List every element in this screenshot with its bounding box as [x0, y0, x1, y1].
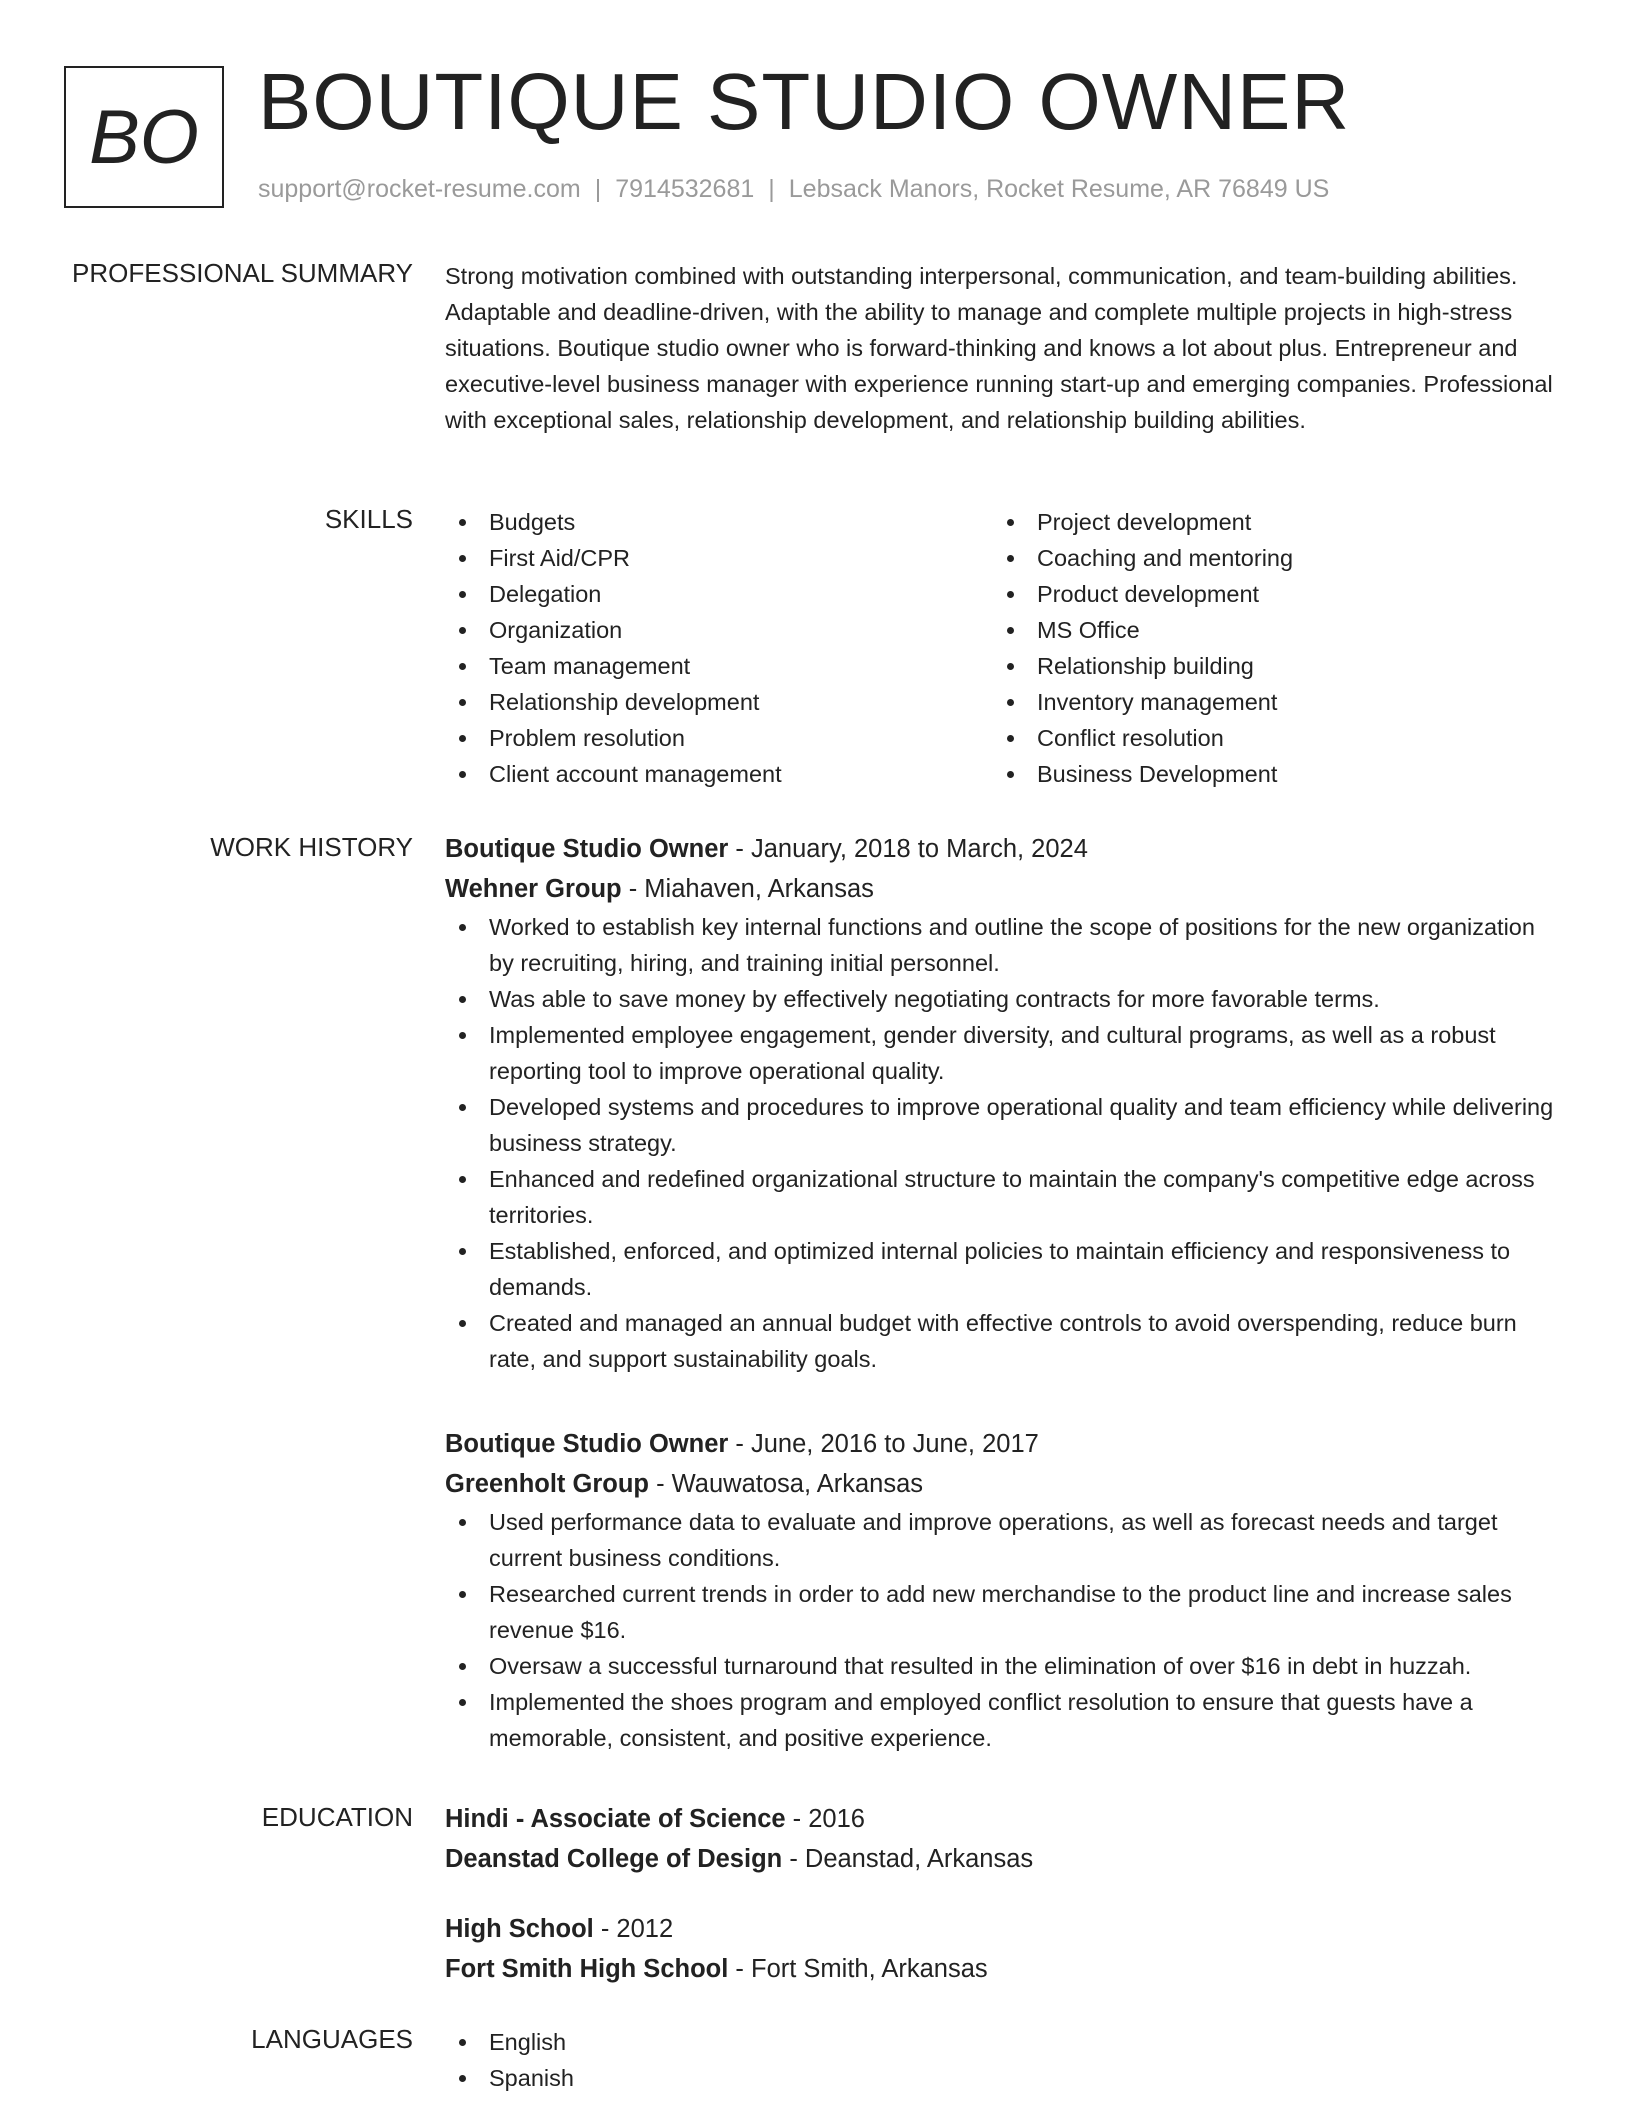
languages-list — [445, 2024, 1557, 2096]
contact-separator: | — [594, 175, 602, 203]
skill-item: Organization — [445, 612, 993, 648]
job-company-line — [445, 869, 1557, 909]
school-name: Deanstad College of Design — [445, 1845, 783, 1873]
degree-title: Hindi - Associate of Science — [445, 1805, 786, 1833]
job-bullet: Used performance data to evaluate and improve operations, as well as forecast needs and target current business conditions. — [445, 1504, 1557, 1576]
school-location: - Fort Smith, Arkansas — [735, 1955, 988, 1983]
languages-label: LANGUAGES — [251, 2024, 413, 2054]
skill-item: First Aid/CPR — [445, 540, 993, 576]
job-dates: - June, 2016 to June, 2017 — [735, 1430, 1039, 1458]
degree-title: High School — [445, 1915, 594, 1943]
job-bullet: Was able to save money by effectively negotiating contracts for more favorable terms. — [445, 981, 1557, 1017]
job-dates: - January, 2018 to March, 2024 — [735, 835, 1088, 863]
summary-text: Strong motivation combined with outstanding interpersonal, communication, and team-building abilities. Adaptable and deadline-driven, with the ability to manage and complete multiple projects in high-stress situations. Boutique studio owner who is forward-thinking and knows a lot about plus. Entrepreneur and executive-level business manager with experience running start-up and emerging companies. Professional with exceptional sales, relationship development, and relationship building abilities. — [445, 263, 1553, 433]
education-entry — [445, 1909, 1557, 1989]
education-entry — [445, 1799, 1557, 1879]
job-company: Wehner Group — [445, 875, 622, 903]
skills-section — [445, 504, 1557, 792]
skill-item: Relationship development — [445, 684, 993, 720]
skills-list-right — [993, 504, 1541, 792]
education-label: EDUCATION — [261, 1802, 413, 1832]
job-bullets — [445, 1504, 1557, 1756]
skill-item: Inventory management — [993, 684, 1541, 720]
address-text: Lebsack Manors, Rocket Resume, AR 76849 US — [788, 175, 1330, 203]
skill-item: Project development — [993, 504, 1541, 540]
job-bullet: Worked to establish key internal functions and outline the scope of positions for the new organization by recruiting, hiring, and training initial personnel. — [445, 909, 1557, 981]
job-title-line — [445, 1424, 1557, 1464]
summary-label: PROFESSIONAL SUMMARY — [72, 258, 413, 288]
job-location: - Miahaven, Arkansas — [628, 875, 874, 903]
skill-item: Product development — [993, 576, 1541, 612]
job-title: Boutique Studio Owner — [445, 1430, 729, 1458]
degree-year: - 2016 — [792, 1805, 865, 1833]
monogram-box: BO — [64, 66, 224, 208]
school-name: Fort Smith High School — [445, 1955, 729, 1983]
skill-item: Conflict resolution — [993, 720, 1541, 756]
contact-separator: | — [768, 175, 775, 203]
job-location: - Wauwatosa, Arkansas — [656, 1470, 924, 1498]
job-bullet: Established, enforced, and optimized internal policies to maintain efficiency and responsiveness to demands. — [445, 1233, 1557, 1305]
language-item: Spanish — [445, 2060, 1557, 2096]
skill-item: Budgets — [445, 504, 993, 540]
school-location: - Deanstad, Arkansas — [789, 1845, 1034, 1873]
contact-line — [258, 175, 1329, 204]
email-text: support@rocket-resume.com — [258, 175, 581, 203]
languages-section — [445, 2024, 1557, 2096]
job-entry — [445, 829, 1557, 1377]
job-company-line — [445, 1464, 1557, 1504]
degree-line — [445, 1909, 1557, 1949]
job-bullet: Created and managed an annual budget with effective controls to avoid overspending, reduce burn rate, and support sustainability goals. — [445, 1305, 1557, 1377]
skill-item: Problem resolution — [445, 720, 993, 756]
skills-list-left — [445, 504, 993, 792]
skill-item: Delegation — [445, 576, 993, 612]
skills-label: SKILLS — [324, 504, 413, 534]
job-bullet: Enhanced and redefined organizational structure to maintain the company's competitive edge across territories. — [445, 1161, 1557, 1233]
job-title-line — [445, 829, 1557, 869]
job-bullet: Developed systems and procedures to improve operational quality and team efficiency while delivering business strategy. — [445, 1089, 1557, 1161]
job-bullet: Oversaw a successful turnaround that resulted in the elimination of over $16 in debt in huzzah. — [445, 1648, 1557, 1684]
phone-text: 7914532681 — [615, 175, 755, 203]
page-title: BOUTIQUE STUDIO OWNER — [258, 57, 1351, 146]
degree-year: - 2012 — [600, 1915, 674, 1943]
skill-item: Relationship building — [993, 648, 1541, 684]
job-bullet: Researched current trends in order to add new merchandise to the product line and increase sales revenue $16. — [445, 1576, 1557, 1648]
skill-item: Coaching and mentoring — [993, 540, 1541, 576]
job-company: Greenholt Group — [445, 1470, 649, 1498]
job-bullets — [445, 909, 1557, 1377]
skill-item: MS Office — [993, 612, 1541, 648]
school-line — [445, 1949, 1557, 1989]
job-entry — [445, 1424, 1557, 1756]
skill-item: Business Development — [993, 756, 1541, 792]
job-bullet: Implemented employee engagement, gender diversity, and cultural programs, as well as a robust reporting tool to improve operational quality. — [445, 1017, 1557, 1089]
school-line — [445, 1839, 1557, 1879]
language-item: English — [445, 2024, 1557, 2060]
skill-item: Team management — [445, 648, 993, 684]
work-history-label: WORK HISTORY — [210, 832, 413, 862]
job-title: Boutique Studio Owner — [445, 835, 729, 863]
job-bullet: Implemented the shoes program and employed conflict resolution to ensure that guests have a memorable, consistent, and positive experience. — [445, 1684, 1557, 1756]
skill-item: Client account management — [445, 756, 993, 792]
degree-line — [445, 1799, 1557, 1839]
